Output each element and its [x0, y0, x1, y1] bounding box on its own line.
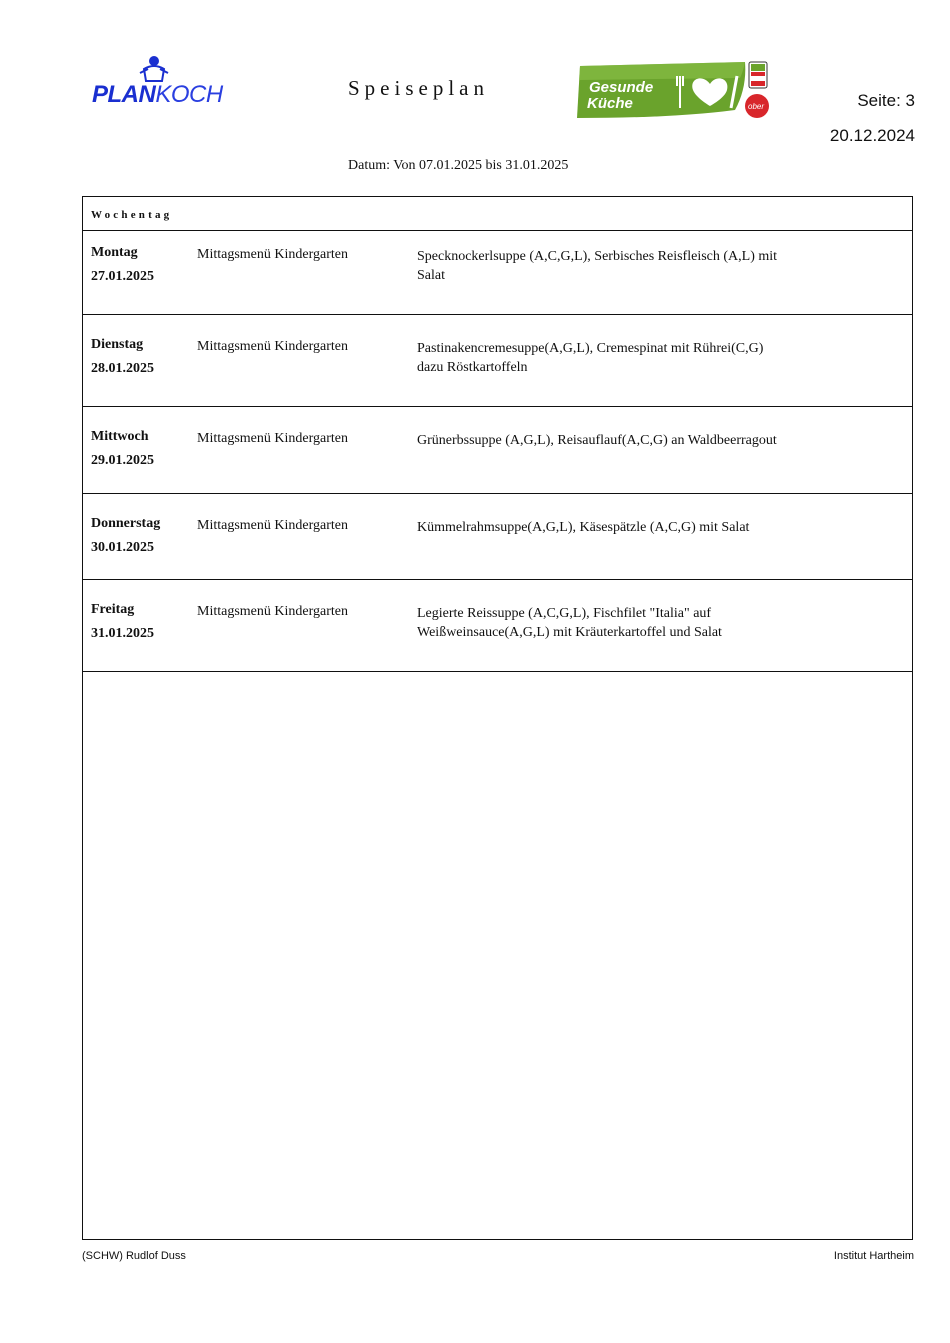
- plankoch-logo: [90, 55, 225, 113]
- logo-text-koch: KOCH: [155, 81, 223, 108]
- menu-description: [417, 518, 817, 537]
- weekday: Donnerstag: [91, 516, 161, 531]
- menu-line: Legierte Reissuppe (A,C,G,L), Fischfilet "Italia" auf: [417, 606, 712, 621]
- menu-line: Salat: [417, 268, 445, 283]
- page-title: Speiseplan: [348, 76, 489, 100]
- weekday: Montag: [91, 245, 138, 260]
- day-date: 29.01.2025: [91, 453, 154, 468]
- table-row: [83, 407, 912, 494]
- table-header: Wochentag: [83, 197, 912, 231]
- day-date: 27.01.2025: [91, 269, 154, 284]
- logo-text-plan: PLAN: [92, 81, 156, 108]
- menu-description: [417, 247, 817, 285]
- menu-description: [417, 431, 817, 450]
- menu-line: Specknockerlsuppe (A,C,G,L), Serbisches Reisfleisch (A,L) mit: [417, 249, 778, 264]
- menu-type: Mittagsmenü Kindergarten: [197, 431, 348, 446]
- day-date: 30.01.2025: [91, 540, 154, 555]
- gesunde-kueche-logo: [575, 58, 775, 120]
- menu-description: [417, 604, 817, 642]
- footer-institute: Institut Hartheim: [833, 1250, 914, 1262]
- footer-author: (SCHW) Rudlof Duss: [82, 1250, 186, 1262]
- page-number: Seite: 3: [857, 91, 915, 110]
- menu-line: Kümmelrahmsuppe(A,G,L), Käsespätzle (A,C,G) mit Salat: [417, 520, 750, 535]
- table-row: [83, 315, 912, 407]
- table-row: [83, 580, 912, 672]
- menu-line: Pastinakencremesuppe(A,G,L), Cremespinat mit Rührei(C,G): [417, 341, 764, 356]
- table-row: [83, 494, 912, 580]
- seal-text: ober: [748, 102, 765, 111]
- gk-line1: Gesunde: [589, 79, 654, 96]
- menu-line: dazu Röstkartoffeln: [417, 360, 528, 375]
- gk-line2: Küche: [587, 95, 633, 112]
- day-date: 31.01.2025: [91, 626, 154, 641]
- menu-type: Mittagsmenü Kindergarten: [197, 339, 348, 354]
- weekday: Freitag: [91, 602, 135, 617]
- table-row: [83, 231, 912, 315]
- day-date: 28.01.2025: [91, 361, 154, 376]
- weekday: Dienstag: [91, 337, 144, 352]
- weekday: Mittwoch: [91, 429, 149, 444]
- menu-description: [417, 339, 817, 377]
- menu-line: Weißweinsauce(A,G,L) mit Kräuterkartoffel und Salat: [417, 625, 722, 640]
- menu-line: Grünerbssuppe (A,G,L), Reisauflauf(A,C,G) an Waldbeerragout: [417, 433, 777, 448]
- menu-type: Mittagsmenü Kindergarten: [197, 518, 348, 533]
- date-range: Datum: Von 07.01.2025 bis 31.01.2025: [348, 158, 569, 173]
- menu-type: Mittagsmenü Kindergarten: [197, 247, 348, 262]
- print-date: 20.12.2024: [829, 126, 915, 145]
- menu-type: Mittagsmenü Kindergarten: [197, 604, 348, 619]
- menu-table: [82, 196, 913, 1240]
